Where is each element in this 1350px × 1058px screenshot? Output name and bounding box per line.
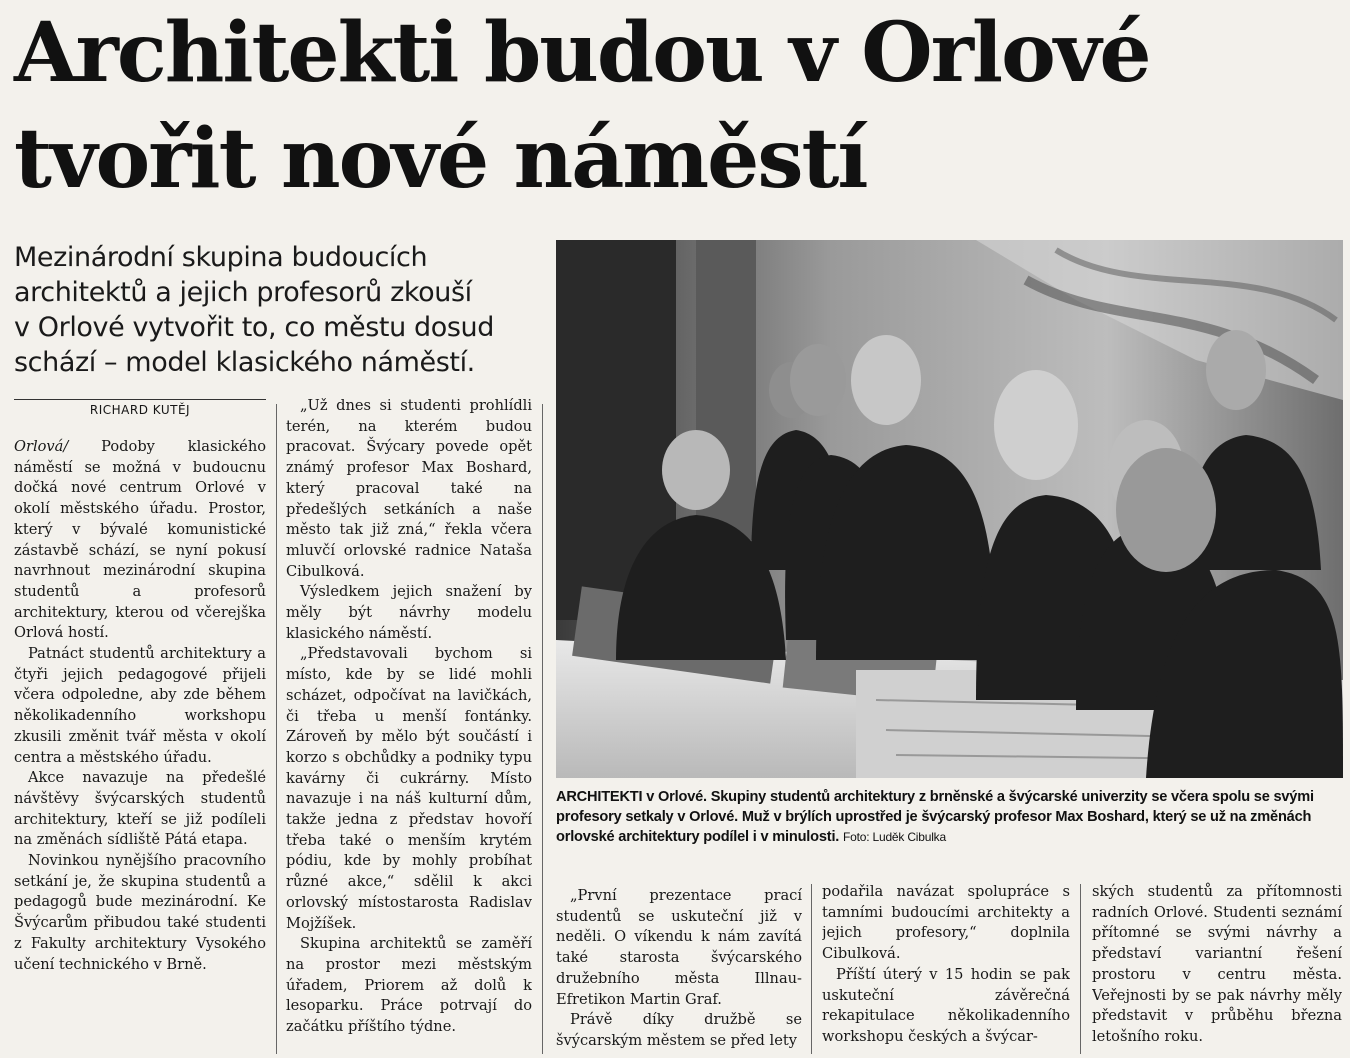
column-divider bbox=[542, 404, 543, 1054]
paragraph: Patnáct studentů architektury a čtyři jejich pedagogové přijeli včera odpoledne, aby zde během několikadenního workshopu zkusili změnit tvář města v okolí centra a městského úřadu. bbox=[14, 645, 266, 766]
lead-paragraph bbox=[14, 240, 534, 380]
lead-line-1: Mezinárodní skupina budoucích bbox=[14, 242, 428, 273]
paragraph: „Už dnes si studenti prohlídli terén, na kterém budou pracovat. Švýcary povede opět známý profesor Max Boshard, který pracoval také na předešlých setkáních a naše město tak již zná,“ řekla včera mluvčí orlovské radnice Nataša Cibulková. bbox=[286, 397, 532, 580]
lead-line-4: schází – model klasického náměstí. bbox=[14, 347, 475, 378]
article-column-4 bbox=[822, 882, 1070, 1054]
headline-line-1: Architekti budou v Orlové bbox=[14, 5, 1150, 101]
architects-photo-illustration bbox=[556, 240, 1343, 778]
paragraph: Akce navazuje na předešlé návštěvy švýcarských studentů architektury, kteří se již podíleli na změnách sídliště Pátá etapa. bbox=[14, 769, 266, 849]
news-photo bbox=[556, 240, 1343, 778]
headline-line-2: tvořit nové náměstí bbox=[14, 111, 867, 207]
paragraph: „První prezentace prací studentů se uskuteční již v neděli. O víkendu k nám zavítá také starosta švýcarského družebního města Illnau-Efretikon Martin Graf. bbox=[556, 887, 802, 1008]
paragraph: Příští úterý v 15 hodin se pak uskuteční závěrečná rekapitulace několikadenního workshopu českých a švýcar- bbox=[822, 965, 1070, 1045]
paragraph-text: Podoby klasického náměstí se možná v budoucnu dočká nové centrum Orlové v okolí městského úřadu. Prostor, který v bývalé komunistické zástavbě schází, se nyní pokusí navrhnout mezinárodní skupina studentů a profesorů architektury, kterou od včerejška Orlová hostí. bbox=[14, 438, 266, 642]
byline: RICHARD KUTĚJ bbox=[14, 399, 266, 417]
photo-caption bbox=[556, 787, 1346, 847]
headline bbox=[14, 0, 1334, 212]
column-divider bbox=[811, 884, 812, 1054]
column-divider bbox=[276, 404, 277, 1054]
lead-line-3: v Orlové vytvořit to, co městu dosud bbox=[14, 312, 494, 343]
paragraph bbox=[14, 437, 266, 644]
article-column-3 bbox=[556, 886, 802, 1054]
article-column-5 bbox=[1092, 882, 1342, 1054]
caption-text: ARCHITEKTI v Orlové. Skupiny studentů architektury z brněnské a švýcarské univerzity se včera spolu se svými profesory setkaly v Orlové. Muž v brýlích uprostřed je švýcarský profesor Max Boshard, který se už na změnách orlovské architektury podílel i v minulosti. bbox=[556, 789, 1314, 845]
photo-credit: Foto: Luděk Cibulka bbox=[843, 830, 946, 844]
dateline-place: Orlová/ bbox=[14, 438, 69, 455]
article-column-2 bbox=[286, 396, 532, 1054]
paragraph: Skupina architektů se zaměří na prostor mezi městským úřadem, Priorem až dolů k lesoparku. Práce potrvají do začátku příštího týdne. bbox=[286, 935, 532, 1036]
paragraph: Výsledkem jejich snažení by měly být návrhy modelu klasického náměstí. bbox=[286, 583, 532, 642]
paragraph: Novinkou nynějšího pracovního setkání je, že skupina studentů a pedagogů bude mezinárodní. Ke Švýcarům přibudou také studenti z Fakulty architektury Vysokého učení technického v Brně. bbox=[14, 852, 266, 973]
column-divider bbox=[1080, 884, 1081, 1054]
paragraph: ských studentů za přítomnosti radních Orlové. Studenti seznámí přítomné se svými návrhy a představí variantní řešení prostoru v centru města. Veřejnosti by se pak návrhy měly představit v průběhu března letošního roku. bbox=[1092, 883, 1342, 1045]
lead-line-2: architektů a jejich profesorů zkouší bbox=[14, 277, 472, 308]
paragraph: Právě díky družbě se švýcarským městem se před lety bbox=[556, 1011, 802, 1049]
paragraph: podařila navázat spolupráce s tamními budoucími architekty a jejich profesory,“ doplnila Cibulková. bbox=[822, 883, 1070, 963]
paragraph: „Představovali bychom si místo, kde by se lidé mohli scházet, odpočívat na lavičkách, či třeba u menší fontánky. Zároveň by mělo být součástí i korzo s obchůdky a podniky typu kavárny či cukrárny. Místo navazuje i na náš kulturní dům, takže jedna z představ hovoří třeba také o menším krytém pódiu, kde by mohly probíhat různé akce,“ sdělil k akci orlovský místostarosta Radislav Mojžíšek. bbox=[286, 645, 532, 932]
article-column-1 bbox=[14, 437, 266, 1052]
